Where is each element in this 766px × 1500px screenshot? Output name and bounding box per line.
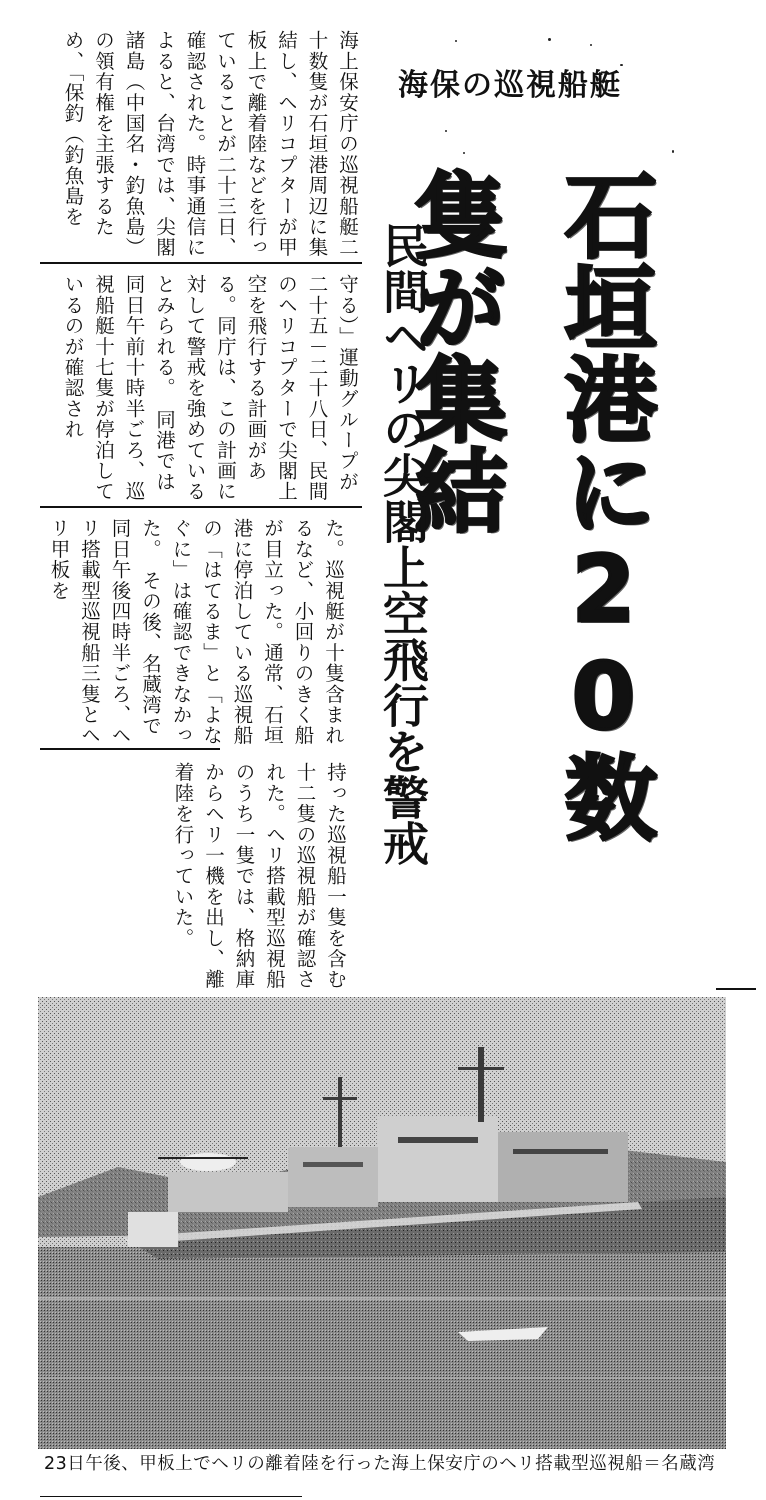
main-headline: 石垣港に20数隻が集結: [400, 168, 657, 842]
article-body-block-4: 持った巡視船一隻を含む十二隻の巡視船が確認された。ヘリ搭載型巡視船のうち一隻では、格納庫からヘリ一機を出し、離着陸を行っていた。: [171, 762, 347, 990]
article-body-block-2: 守る）」運動グループが二十五－二十八日、民間のヘリコプターで尖閣上空を飛行する計画がある。同庁は、この計画に対して警戒を強めているとみられる。 同港では同日午前十時半ごろ、巡視船艇十七隻が停泊しているのが確認され: [61, 274, 359, 502]
sub-headline: 民間ヘリの尖閣上空飛行を警戒: [376, 222, 430, 866]
article-body-block-3: た。巡視艇が十隻含まれるなど、小回りのきく船が目立った。通常、石垣港に停泊している巡視船の「はてるま」と「よなぐに」は確認できなかった。 その後、名蔵湾で同日午後四時半ごろ、ヘリ搭載型巡視船三隻とヘリ甲板を: [47, 518, 345, 746]
photo-caption: 23日午後、甲板上でヘリの離着陸を行った海上保安庁のヘリ搭載型巡視船＝名蔵湾: [44, 1454, 716, 1474]
kicker-headline: 海保の巡視船艇: [398, 68, 622, 103]
news-photo: [38, 997, 726, 1449]
article-body-block-1: 海上保安庁の巡視船艇二十数隻が石垣港周辺に集結し、ヘリコプターが甲板上で離着陸などを行っていることが二十三日、確認された。時事通信によると、台湾では、尖閣諸島（中国名・釣魚島）の領有権を主張するため、「保釣（釣魚島を: [61, 30, 359, 258]
patrol-ship-photo: [38, 997, 726, 1449]
block-divider: [40, 748, 220, 750]
caption-underline: [40, 1496, 302, 1497]
block-divider: [40, 506, 362, 508]
edge-mark: [716, 988, 756, 990]
block-divider: [40, 262, 362, 264]
